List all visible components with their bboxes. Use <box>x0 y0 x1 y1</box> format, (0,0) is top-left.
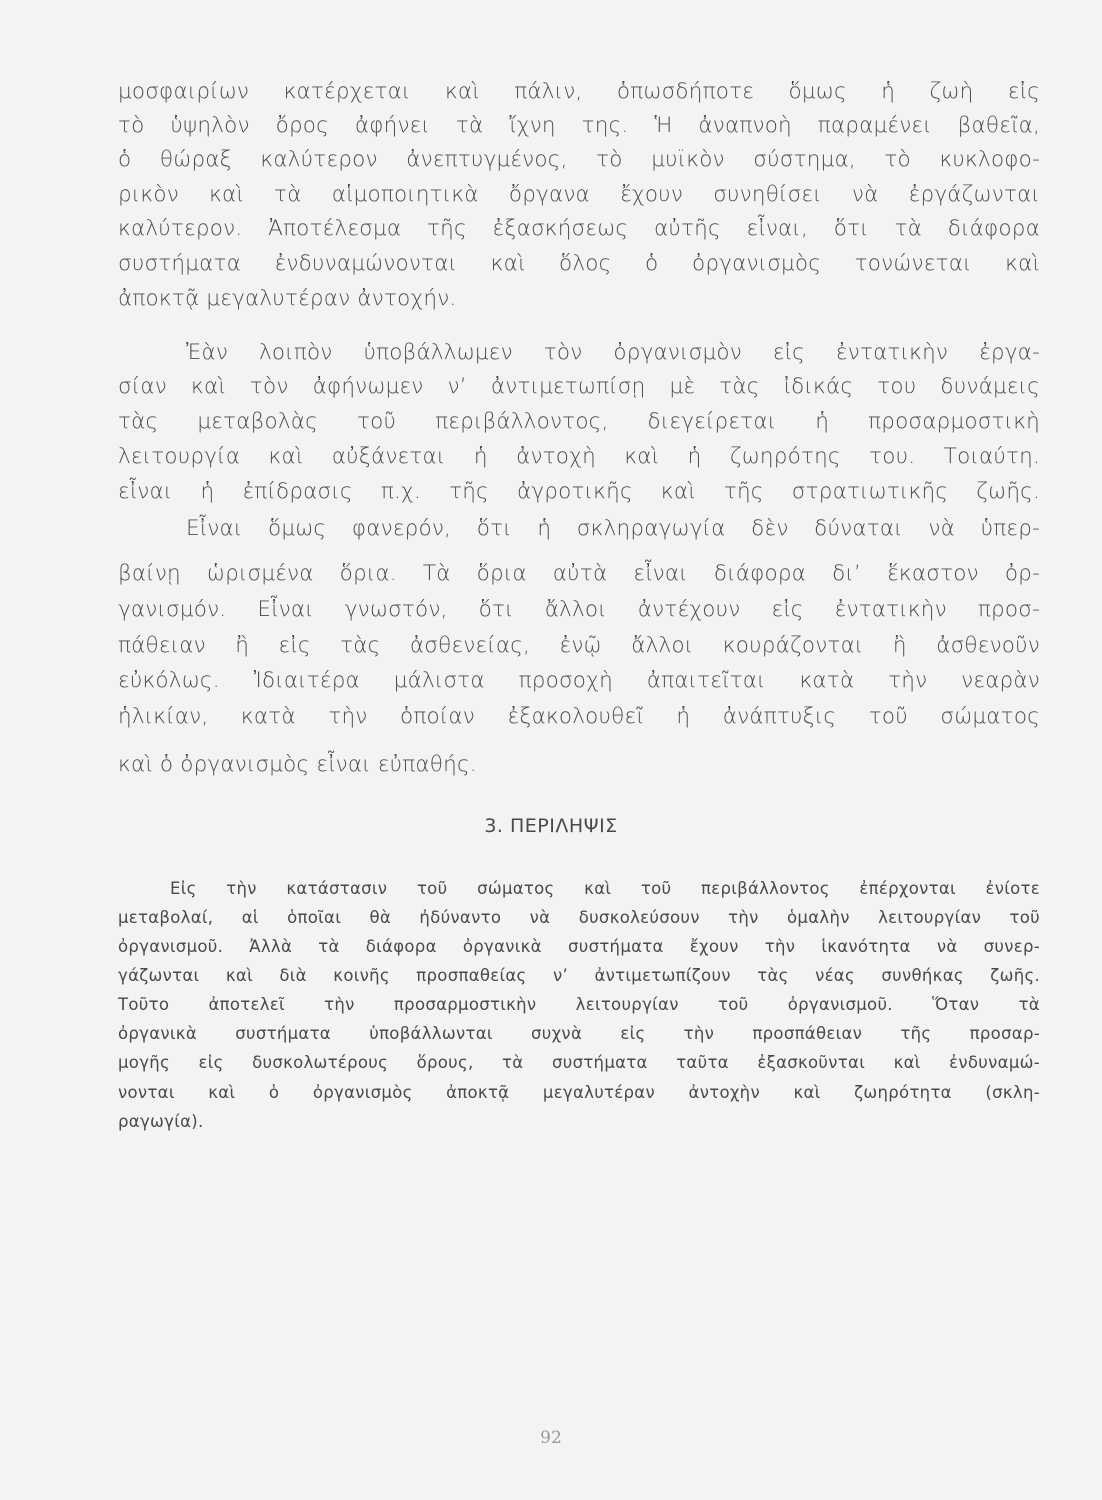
text-line: μοσφαιρίων κατέρχεται καὶ πάλιν, ὁπωσδήποτε ὅμως ἡ ζωὴ εἰς <box>118 79 1040 104</box>
text-line: πάθειαν ἢ εἰς τὰς ἀσθενείας, ἐνῷ ἄλλοι κουράζονται ἢ ἀσθενοῦν <box>118 633 1040 658</box>
text-line: βαίνῃ ὡρισμένα ὅρια. Τὰ ὅρια αὐτὰ εἶναι διάφορα δι’ ἕκαστον ὀρ- <box>118 561 1040 586</box>
summary-line: Τοῦτο ἀποτελεῖ τὴν προσαρμοστικὴν λειτουργίαν τοῦ ὀργανισμοῦ. Ὅταν τὰ <box>118 995 1040 1014</box>
summary-line: ὀργανισμοῦ. Ἀλλὰ τὰ διάφορα ὀργανικὰ συστήματα ἔχουν τὴν ἱκανότητα νὰ συνερ- <box>118 937 1040 956</box>
text-line: τὰς μεταβολὰς τοῦ περιβάλλοντος, διεγείρεται ἡ προσαρμοστικὴ <box>118 409 1040 434</box>
text-line: σίαν καὶ τὸν ἀφήνωμεν ν’ ἀντιμετωπίσῃ μὲ τὰς ἰδικάς του δυνάμεις <box>118 374 1040 399</box>
text-line: Ἐὰν λοιπὸν ὑποβάλλωμεν τὸν ὀργανισμὸν εἰς ἐντατικὴν ἐργα- <box>186 340 1040 365</box>
text-line: γανισμόν. Εἶναι γνωστόν, ὅτι ἄλλοι ἀντέχουν εἰς ἐντατικὴν προσ- <box>118 597 1040 622</box>
summary-line: μεταβολαί, αἱ ὁποῖαι θὰ ἠδύναντο νὰ δυσκολεύσουν τὴν ὁμαλὴν λειτουργίαν τοῦ <box>118 908 1040 927</box>
text-line: εὐκόλως. Ἰδιαιτέρα μάλιστα προσοχὴ ἀπαιτεῖται κατὰ τὴν νεαρὰν <box>118 668 1040 693</box>
summary-line: νονται καὶ ὁ ὀργανισμὸς ἀποκτᾷ μεγαλυτέραν ἀντοχὴν καὶ ζωηρότητα (σκλη- <box>118 1083 1040 1102</box>
text-line: λειτουργία καὶ αὐξάνεται ἡ ἀντοχὴ καὶ ἡ ζωηρότης του. Τοιαύτη. <box>118 444 1040 469</box>
text-line: καλύτερον. Ἀποτέλεσμα τῆς ἐξασκήσεως αὐτῆς εἶναι, ὅτι τὰ διάφορα <box>118 216 1040 241</box>
text-line: ἡλικίαν, κατὰ τὴν ὁποίαν ἐξακολουθεῖ ἡ ἀνάπτυξις τοῦ σώματος <box>118 704 1040 729</box>
summary-line: Εἰς τὴν κατάστασιν τοῦ σώματος καὶ τοῦ περιβάλλοντος ἐπέρχονται ἐνίοτε <box>170 879 1040 898</box>
page-number: 92 <box>540 1428 562 1448</box>
summary-line: ραγωγία). <box>118 1112 204 1131</box>
summary-line: γάζωνται καὶ διὰ κοινῆς προσπαθείας ν’ ἀντιμετωπίζουν τὰς νέας συνθήκας ζωῆς. <box>118 966 1040 985</box>
text-line: τὸ ὑψηλὸν ὄρος ἀφήνει τὰ ἴχνη της. Ἡ ἀναπνοὴ παραμένει βαθεῖα, <box>118 113 1040 138</box>
summary-line: μογῆς εἰς δυσκολωτέρους ὅρους, τὰ συστήματα ταῦτα ἐξασκοῦνται καὶ ἐνδυναμώ- <box>118 1053 1040 1072</box>
text-line: Εἶναι ὅμως φανερόν, ὅτι ἡ σκληραγωγία δὲν δύναται νὰ ὑπερ- <box>186 516 1040 541</box>
section-heading: 3. ΠΕΡΙΛΗΨΙΣ <box>484 815 618 837</box>
text-line: ρικὸν καὶ τὰ αἱμοποιητικὰ ὄργανα ἔχουν συνηθίσει νὰ ἐργάζωνται <box>118 182 1040 207</box>
text-line: εἶναι ἡ ἐπίδρασις π.χ. τῆς ἀγροτικῆς καὶ τῆς στρατιωτικῆς ζωῆς. <box>118 479 1040 504</box>
text-line: καὶ ὁ ὀργανισμὸς εἶναι εὐπαθής. <box>118 752 477 777</box>
text-line: ἀποκτᾷ μεγαλυτέραν ἀντοχήν. <box>118 286 457 311</box>
text-line: συστήματα ἐνδυναμώνονται καὶ ὅλος ὁ ὀργανισμὸς τονώνεται καὶ <box>118 251 1040 276</box>
summary-line: ὀργανικὰ συστήματα ὑποβάλλωνται συχνὰ εἰς τὴν προσπάθειαν τῆς προσαρ- <box>118 1024 1040 1043</box>
text-line: ὁ θώραξ καλύτερον ἀνεπτυγμένος, τὸ μυϊκὸν σύστημα, τὸ κυκλοφο- <box>118 147 1040 172</box>
